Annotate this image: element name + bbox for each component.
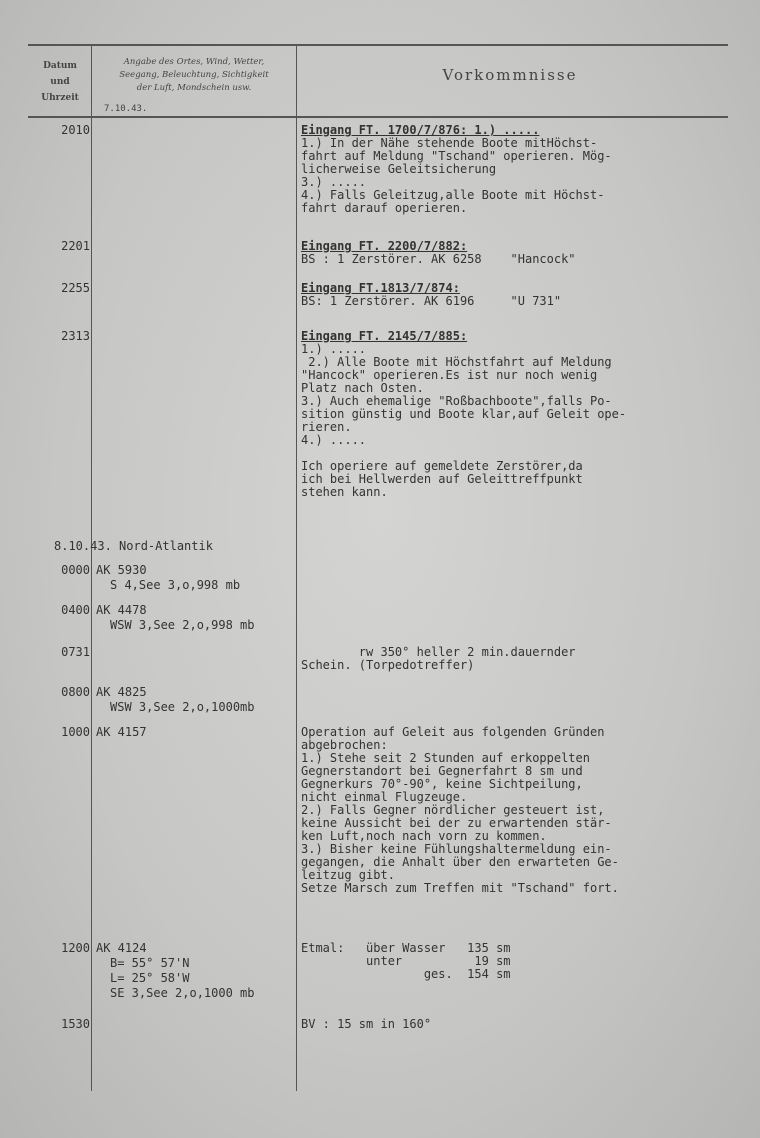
log-text-line: keine Aussicht bei der zu erwartenden stär- (301, 816, 612, 830)
position-weather-line: AK 4124 (96, 941, 147, 955)
position-weather-line: AK 4478 (96, 603, 147, 617)
log-text-line: abgebrochen: (301, 738, 388, 752)
day-heading: 8.10.43. Nord-Atlantik (54, 539, 213, 553)
top-rule (28, 44, 728, 46)
entry-time: 2255 (61, 281, 90, 295)
log-time: 0731 (61, 645, 90, 659)
entry-text-line: 4.) Falls Geleitzug,alle Boote mit Höchst- (301, 188, 605, 202)
position-weather-line: S 4,See 3,o,998 mb (110, 578, 241, 592)
header-vorkommnisse-column: Vorkommnisse (442, 66, 578, 84)
entry-text-line: fahrt darauf operieren. (301, 201, 468, 215)
log-time: 1000 (61, 725, 90, 739)
header-date-note: 7.10.43. (104, 104, 148, 114)
signal-heading: Eingang FT. 2200/7/882: (301, 239, 468, 253)
log-text-line: rw 350° heller 2 min.dauernder (301, 645, 576, 659)
position-weather-line: AK 4157 (96, 725, 147, 739)
entry-text-line: 1.) ..... (301, 342, 367, 356)
log-time: 1200 (61, 941, 90, 955)
entry-text-line: BS : 1 Zerstörer. AK 6258 "Hancock" (301, 252, 576, 266)
log-text-line: ken Luft,noch nach vorn zu kommen. (301, 829, 547, 843)
log-time: 0800 (61, 685, 90, 699)
entry-text-line: 4.) ..... (301, 433, 367, 447)
entry-text-line: fahrt auf Meldung "Tschand" operieren. Mög- (301, 149, 612, 163)
log-text-line: 3.) Bisher keine Fühlungshaltermeldung ein- (301, 842, 612, 856)
log-text-line: ges. 154 sm (301, 967, 511, 981)
entry-text-line: ich bei Hellwerden auf Geleittreffpunkt (301, 472, 583, 486)
signal-heading: Eingang FT. 1700/7/876: 1.) ..... (301, 123, 540, 137)
log-text-line: gegangen, die Anhalt über den erwarteten Ge- (301, 855, 619, 869)
entry-text-line: BS: 1 Zerstörer. AK 6196 "U 731" (301, 294, 562, 308)
entry-text-line: Ich operiere auf gemeldete Zerstörer,da (301, 459, 583, 473)
entry-text-line: 2.) Alle Boote mit Höchstfahrt auf Meldung (301, 355, 612, 369)
signal-heading: Eingang FT. 2145/7/885: (301, 329, 468, 343)
position-weather-line: SE 3,See 2,o,1000 mb (110, 986, 255, 1000)
log-text-line: Operation auf Geleit aus folgenden Gründen (301, 725, 605, 739)
entry-text-line: 3.) Auch ehemalige "Roßbachboote",falls Po- (301, 394, 612, 408)
log-text-line: BV : 15 sm in 160° (301, 1017, 432, 1031)
column-divider-2 (296, 46, 297, 1091)
header-date-column: Datum und Uhrzeit (41, 61, 79, 103)
log-time: 0000 (61, 563, 90, 577)
entry-text-line: rieren. (301, 420, 352, 434)
position-weather-line: B= 55° 57'N (110, 956, 190, 970)
signal-heading: Eingang FT.1813/7/874: (301, 281, 460, 295)
log-text-line: nicht einmal Flugzeuge. (301, 790, 468, 804)
entry-text-line: Platz nach Osten. (301, 381, 424, 395)
log-text-line: 2.) Falls Gegner nördlicher gesteuert ist, (301, 803, 605, 817)
position-weather-line: L= 25° 58'W (110, 971, 190, 985)
position-weather-line: AK 5930 (96, 563, 147, 577)
log-text-line: leitzug gibt. (301, 868, 395, 882)
entry-time: 2313 (61, 329, 90, 343)
entry-text-line: stehen kann. (301, 485, 388, 499)
header-rule (28, 116, 728, 118)
entry-text-line: "Hancock" operieren.Es ist nur noch wenig (301, 368, 598, 382)
entry-time: 2201 (61, 239, 90, 253)
log-text-line: Schein. (Torpedotreffer) (301, 658, 475, 672)
log-time: 0400 (61, 603, 90, 617)
log-text-line: 1.) Stehe seit 2 Stunden auf erkoppelten (301, 751, 590, 765)
column-divider-1 (91, 46, 92, 1091)
header-info-column: Angabe des Ortes, Wind, Wetter, Seegang, Beleuchtung, Sichtigkeit der Luft, Mondschein usw. (119, 57, 269, 93)
entry-text-line: licherweise Geleitsicherung (301, 162, 497, 176)
log-text-line: Gegnerkurs 70°-90°, keine Sichtpeilung, (301, 777, 583, 791)
position-weather-line: AK 4825 (96, 685, 147, 699)
entry-text-line: 1.) In der Nähe stehende Boote mitHöchst- (301, 136, 598, 150)
log-text-line: Etmal: über Wasser 135 sm (301, 941, 511, 955)
entry-text-line: 3.) ..... (301, 175, 367, 189)
position-weather-line: WSW 3,See 2,o,1000mb (110, 700, 255, 714)
entry-time: 2010 (61, 123, 90, 137)
log-text-line: Setze Marsch zum Treffen mit "Tschand" fort. (301, 881, 619, 895)
log-text-line: unter 19 sm (301, 954, 511, 968)
log-time: 1530 (61, 1017, 90, 1031)
log-text-line: Gegnerstandort bei Gegnerfahrt 8 sm und (301, 764, 583, 778)
entry-text-line: sition günstig und Boote klar,auf Geleit ope- (301, 407, 627, 421)
position-weather-line: WSW 3,See 2,o,998 mb (110, 618, 255, 632)
